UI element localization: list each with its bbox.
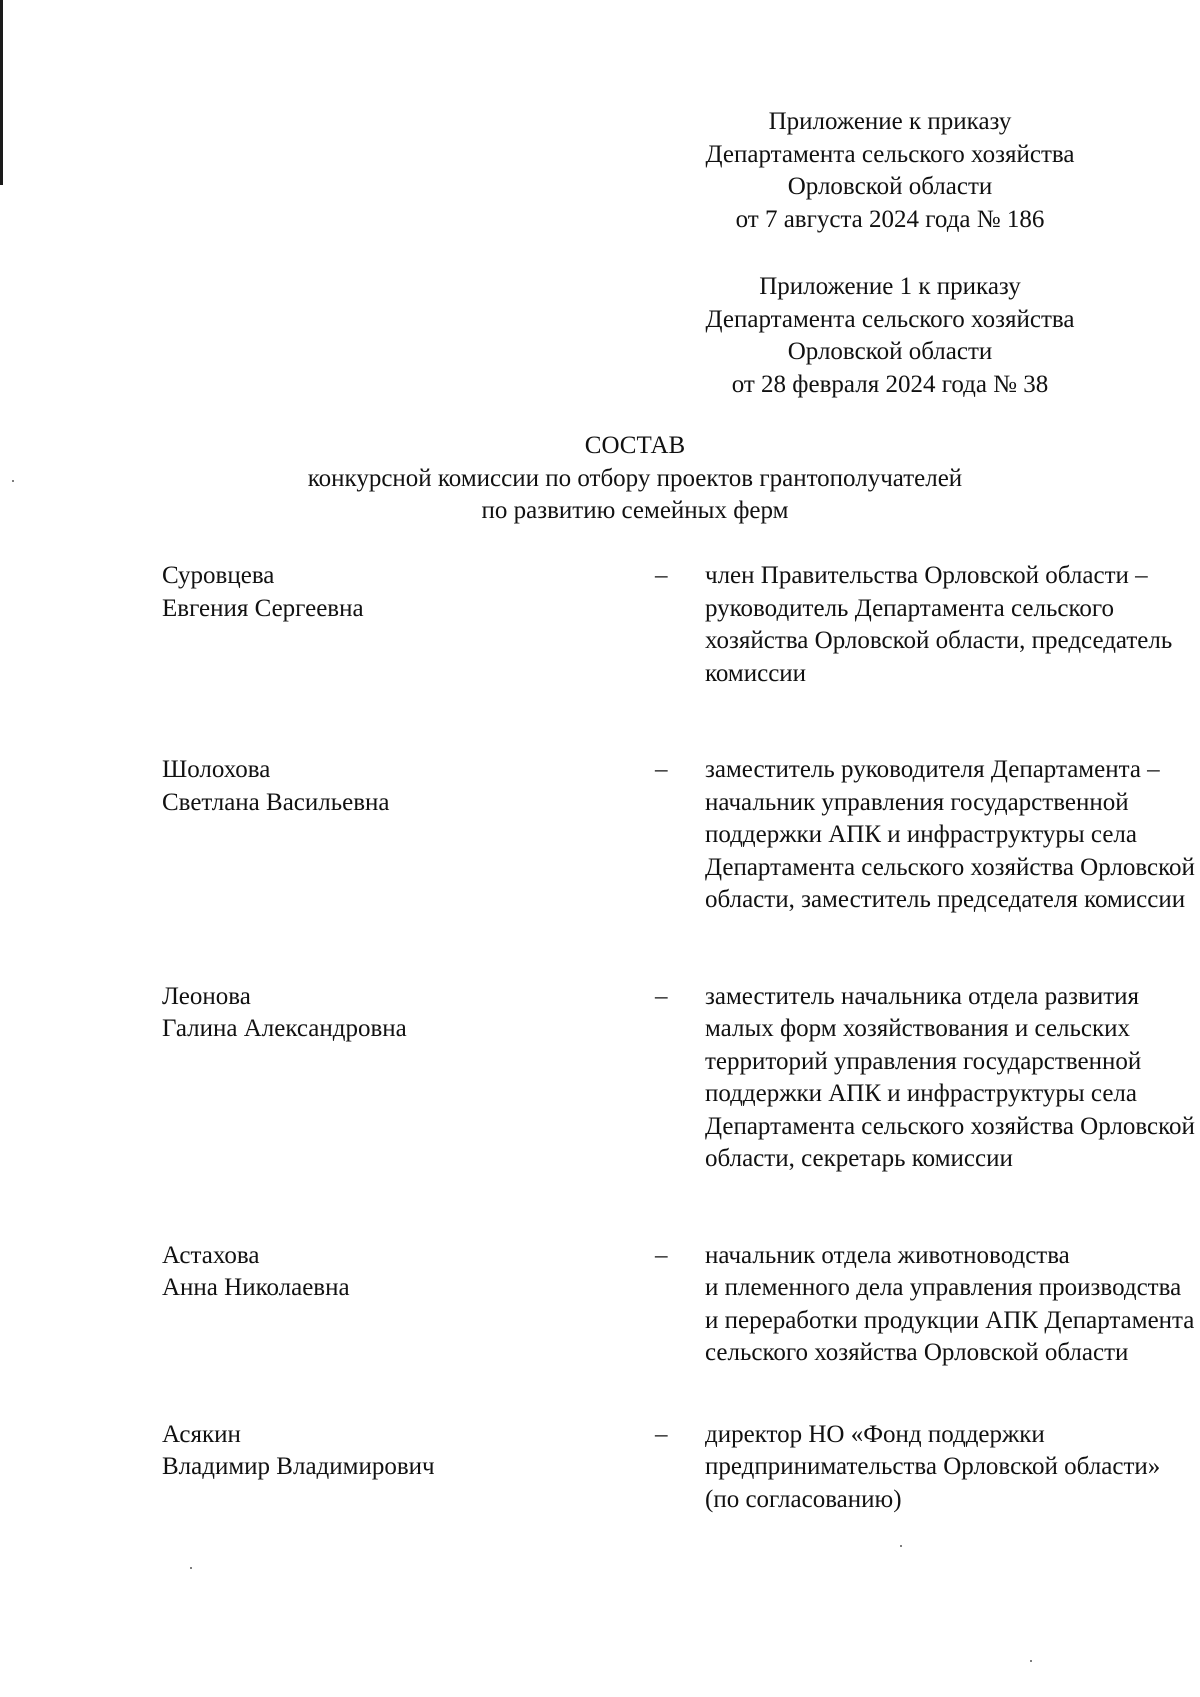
appendix-current-line: от 7 августа 2024 года № 186 <box>735 205 1045 233</box>
heading-subtitle-line: по развитию семейных ферм <box>481 497 789 524</box>
member-role-line: начальник управления государственной <box>705 788 1129 816</box>
scan-speck <box>190 1567 192 1569</box>
member-role-line: и переработки продукции АПК Департамента <box>705 1306 1195 1334</box>
heading-title: СОСТАВ <box>584 432 686 459</box>
document-heading <box>0 430 1200 528</box>
member-role-line: территорий управления государственной <box>705 1047 1142 1075</box>
member-role-line: предпринимательства Орловской области» <box>705 1453 1161 1480</box>
member-role <box>705 754 1200 917</box>
member-role-line: директор НО «Фонд поддержки <box>705 1420 1045 1448</box>
appendix-current-line: Приложение к приказу <box>768 108 1012 135</box>
member-role-line: хозяйства Орловской области, председатель <box>705 627 1173 654</box>
member-dash: – <box>655 562 668 589</box>
member-role-line: поддержки АПК и инфраструктуры села <box>705 821 1137 848</box>
appendix-current-line: Департамента сельского хозяйства <box>705 140 1075 168</box>
member-role-line: малых форм хозяйствования и сельских <box>705 1015 1131 1042</box>
member-given-names: Анна Николаевна <box>162 1274 350 1301</box>
member-name <box>162 981 492 1176</box>
member-surname: Леонова <box>162 982 251 1010</box>
member-name <box>162 754 492 917</box>
member-role-line: и племенного дела управления производства <box>705 1274 1182 1301</box>
member-role-line: области, секретарь комиссии <box>705 1145 1013 1172</box>
member-role-line: комиссии <box>705 659 807 687</box>
member-name <box>162 1240 492 1370</box>
member-dash: – <box>655 756 668 783</box>
member-name <box>162 560 492 690</box>
appendix-original-line: Департамента сельского хозяйства <box>705 305 1075 333</box>
scan-edge-mark <box>0 0 3 185</box>
member-row <box>162 981 1195 1176</box>
member-role <box>705 560 1200 690</box>
member-dash: – <box>655 982 668 1010</box>
member-role <box>705 981 1200 1176</box>
member-surname: Астахова <box>162 1241 260 1269</box>
member-name <box>162 1419 492 1517</box>
member-role-line: член Правительства Орловской области – <box>705 562 1148 589</box>
appendix-current-line: Орловской области <box>787 173 993 200</box>
member-given-names: Владимир Владимирович <box>162 1453 435 1480</box>
member-role-line: Департамента сельского хозяйства Орловской <box>705 1112 1195 1140</box>
member-role <box>705 1419 1200 1517</box>
member-given-names: Евгения Сергеевна <box>162 594 364 622</box>
member-role-line: области, заместитель председателя комиссии <box>705 886 1186 913</box>
appendix-current-block <box>660 106 1120 236</box>
member-role <box>705 1240 1200 1370</box>
member-given-names: Галина Александровна <box>162 1015 407 1042</box>
scan-speck <box>12 480 14 482</box>
commission-member-list <box>162 560 1195 1516</box>
member-dash: – <box>655 1420 668 1448</box>
member-role-line: руководитель Департамента сельского <box>705 594 1114 622</box>
appendix-original-line: Приложение 1 к приказу <box>759 273 1021 300</box>
appendix-original-line: Орловской области <box>787 338 993 365</box>
member-row <box>162 1419 1161 1517</box>
member-given-names: Светлана Васильевна <box>162 788 390 816</box>
member-surname: Суровцева <box>162 562 275 589</box>
scan-speck <box>900 1545 902 1547</box>
appendix-original-block <box>660 271 1120 401</box>
member-row <box>162 754 1195 917</box>
member-row <box>162 1240 1195 1370</box>
member-role-line: поддержки АПК и инфраструктуры села <box>705 1080 1137 1107</box>
member-role-line: заместитель руководителя Департамента – <box>705 756 1160 783</box>
member-role-line: Департамента сельского хозяйства Орловской <box>705 853 1195 881</box>
member-role-line: начальник отдела животноводства <box>705 1241 1070 1269</box>
member-surname: Шолохова <box>162 756 271 783</box>
member-row <box>162 560 1173 690</box>
member-dash: – <box>655 1241 668 1269</box>
scan-speck <box>1030 1660 1032 1662</box>
appendix-original-line: от 28 февраля 2024 года № 38 <box>731 370 1049 398</box>
member-role-line: заместитель начальника отдела развития <box>705 982 1140 1010</box>
heading-subtitle-line: конкурсной комиссии по отбору проектов грантополучателей <box>307 464 963 492</box>
member-role-line: (по согласованию) <box>705 1485 902 1513</box>
member-role-line: сельского хозяйства Орловской области <box>705 1339 1129 1366</box>
member-surname: Асякин <box>162 1420 241 1448</box>
